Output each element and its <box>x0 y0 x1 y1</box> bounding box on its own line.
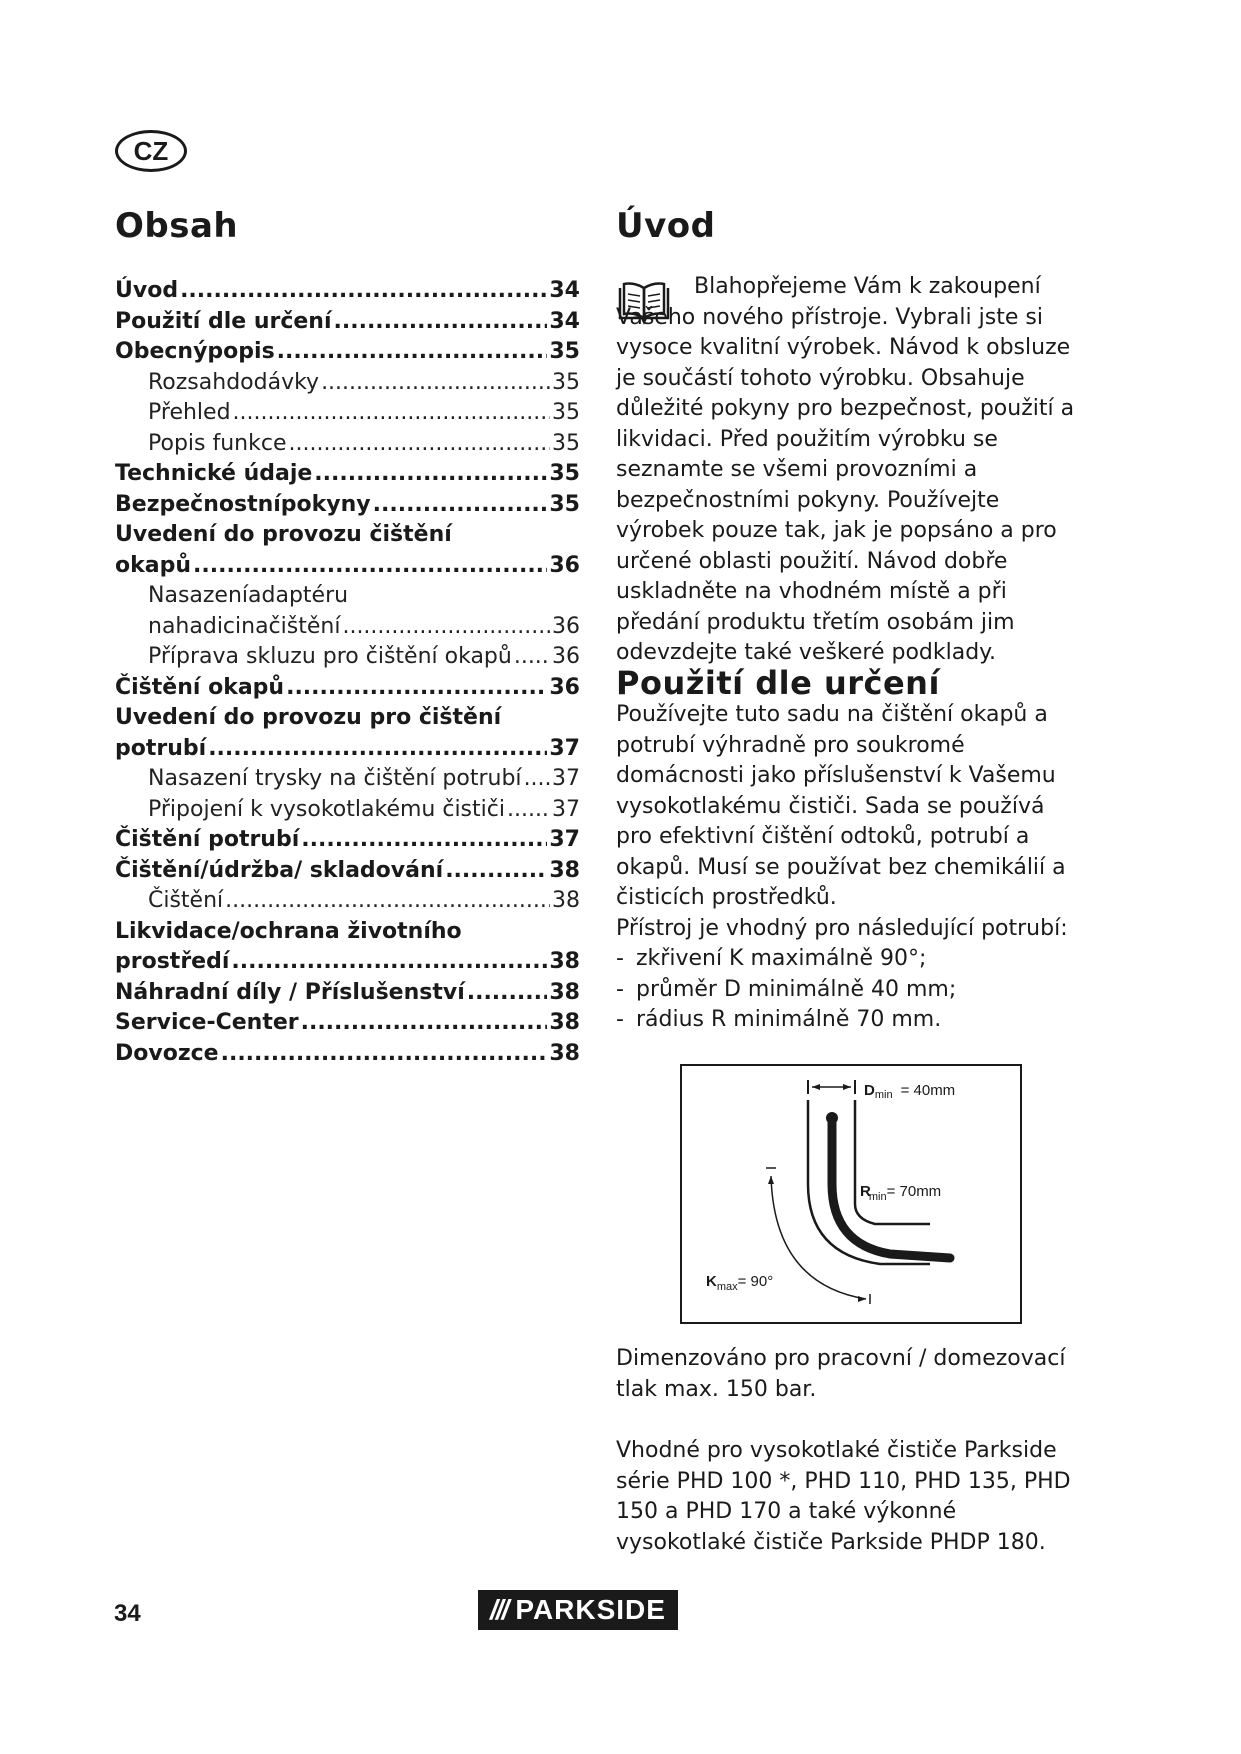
toc-leader-dots <box>286 673 547 704</box>
logo-slashes: /// <box>490 1594 508 1625</box>
toc-leader-dots <box>524 764 550 795</box>
toc-entry <box>115 551 580 582</box>
toc-entry-label: Připojení k vysokotlakému čističi <box>148 796 505 822</box>
toc-entry-page: 35 <box>552 430 580 456</box>
r-label: R <box>860 1183 871 1200</box>
toc-entry-page: 38 <box>549 949 580 974</box>
toc-entry <box>115 459 580 490</box>
toc-leader-dots <box>301 825 547 856</box>
toc-leader-dots <box>507 795 550 826</box>
toc-entry-label: Čištění okapů <box>115 674 285 700</box>
pipe-requirements-list <box>616 944 1086 1036</box>
toc-entry-label: Nasazení trysky na čištění potrubí <box>148 766 522 791</box>
toc-entry <box>115 337 580 368</box>
toc-entry-page: 34 <box>549 308 580 334</box>
intro-title: Úvod <box>616 206 716 246</box>
toc-entry <box>115 368 580 399</box>
toc-entry <box>115 673 580 704</box>
usage-paragraph: Používejte tuto sadu na čištění okapů a potrubí výhradně pro soukromé domácnosti jako příslušenství k Vašemu vysokotlakému čističi. Sada se používá pro efektivní čištění odtoků, potrubí a okapů. Musí se používat bez chemikálií a čisticích prostředků. <box>616 702 1066 910</box>
intro-paragraph: Blahopřejeme Vám k zakoupení Vašeho nového přístroje. Vybrali jste si vysoce kvalitní výrobek. Návod k obsluze je součástí tohoto výrobku. Obsahuje důležité pokyny pro bezpečnost, použití a likvidaci. Před použitím výrobku se seznamte se všemi provozními a bezpečnostními pokyny. Používejte výrobek pouze tak, jak je popsáno a pro určené oblasti použití. Návod dobře uskladněte na vhodném místě a při předání produktu třetím osobám jim odevzdejte také veškeré podklady. <box>616 274 1075 665</box>
toc-entry <box>115 856 580 887</box>
toc-title: Obsah <box>115 206 239 246</box>
toc-entry-label: Příprava skluzu pro čištění okapů <box>148 644 512 669</box>
toc-entry-page: 34 <box>549 278 580 303</box>
toc-entry-page: 36 <box>549 674 580 700</box>
toc-entry-page: 37 <box>549 827 580 852</box>
toc-entry <box>115 642 580 673</box>
toc-entry-label: Dovozce <box>115 1040 219 1066</box>
toc-leader-dots <box>514 642 550 673</box>
toc-entry-page: 38 <box>549 857 580 883</box>
toc-entry <box>115 978 580 1009</box>
toc-entry-label: Přehled <box>148 400 231 425</box>
toc-leader-dots <box>225 886 550 917</box>
toc-entry-label: Uvedení do provozu čištění <box>115 522 452 547</box>
toc-entry-page: 36 <box>552 613 580 639</box>
toc-entry <box>115 825 580 856</box>
toc-entry-page: 36 <box>549 552 580 578</box>
toc-entry-page: 35 <box>552 369 580 395</box>
toc-entry-label: Čištění/údržba/ skladování <box>115 857 444 883</box>
svg-text:Kmax= 90°: $K_{max}= 90^\circ$ <box>706 1273 774 1293</box>
list-item: - zkřivení K maximálně 90°; <box>616 944 1086 975</box>
toc-leader-dots <box>301 1008 548 1039</box>
toc-entry <box>115 490 580 521</box>
toc-entry <box>115 703 580 734</box>
toc-leader-dots <box>231 947 547 978</box>
toc-leader-dots <box>314 459 547 490</box>
toc-entry-page: 37 <box>552 766 580 791</box>
toc-leader-dots <box>208 734 547 765</box>
toc-leader-dots <box>334 307 548 338</box>
toc-entry <box>115 581 580 612</box>
svg-text:Rmin= 70mm: Rmin= 70mm <box>860 1183 942 1203</box>
d-label: D <box>864 1082 875 1099</box>
toc-entry-page: 35 <box>549 461 580 486</box>
toc-leader-dots <box>193 551 547 582</box>
toc-entry <box>115 307 580 338</box>
toc-entry-label: Obecnýpopis <box>115 339 275 364</box>
toc-entry <box>115 612 580 643</box>
svg-text:Dmin= 40mm: $D_{min} = 40mm$ <box>864 1082 956 1101</box>
toc-entry <box>115 520 580 551</box>
toc-leader-dots <box>221 1039 548 1070</box>
toc-entry-label: prostředí <box>115 949 230 974</box>
toc-entry-label: Úvod <box>115 278 179 303</box>
toc-entry-page: 38 <box>549 979 580 1005</box>
toc-entry-label: Čištění potrubí <box>115 827 300 852</box>
toc-entry-label: Service-Center <box>115 1010 299 1035</box>
pressure-paragraph: Dimenzováno pro pracovní / domezovací tlak max. 150 bar. <box>616 1346 1066 1402</box>
list-item: - rádius R minimálně 70 mm. <box>616 1005 1086 1036</box>
toc-entry-label: Náhradní díly / Příslušenství <box>115 979 465 1005</box>
logo-text: PARKSIDE <box>515 1594 666 1625</box>
toc-entry-label: Popis funkce <box>148 430 287 456</box>
list-item: - průměr D minimálně 40 mm; <box>616 975 1086 1006</box>
toc-entry <box>115 947 580 978</box>
toc-leader-dots <box>467 978 548 1009</box>
toc-entry-label: Rozsahdodávky <box>148 369 320 395</box>
toc-leader-dots <box>373 490 548 521</box>
toc-entry-page: 38 <box>549 1040 580 1066</box>
toc-leader-dots <box>445 856 547 887</box>
toc-entry-page: 35 <box>552 400 580 425</box>
toc-entry-page: 35 <box>549 491 580 517</box>
toc-entry-label: Nasazeníadaptéru <box>148 583 349 608</box>
toc-leader-dots <box>233 398 550 429</box>
toc-leader-dots <box>288 429 550 460</box>
toc-entry <box>115 1008 580 1039</box>
toc-leader-dots <box>321 368 550 399</box>
k-label: K <box>706 1273 717 1290</box>
toc-entry-page: 38 <box>552 888 580 913</box>
pipe-bend-diagram <box>680 1064 1022 1324</box>
toc-entry <box>115 734 580 765</box>
toc-entry <box>115 398 580 429</box>
toc-entry-page: 38 <box>549 1010 580 1035</box>
toc-entry-page: 36 <box>552 644 580 669</box>
toc-entry-label: nahadicinačištění <box>148 613 341 639</box>
compatible-series-paragraph: Vhodné pro vysokotlaké čističe Parkside série PHD 100 *, PHD 110, PHD 135, PHD 150 a PHD 170 a také výkonné vysokotlaké čističe Parkside PHDP 180. <box>616 1438 1071 1555</box>
toc-entry-page: 35 <box>549 339 580 364</box>
toc-entry <box>115 1039 580 1070</box>
table-of-contents <box>115 276 580 1069</box>
page-number: 34 <box>114 1600 141 1627</box>
language-badge: CZ <box>115 130 187 172</box>
toc-leader-dots <box>342 612 550 643</box>
toc-entry-page: 37 <box>552 796 580 822</box>
toc-entry <box>115 276 580 307</box>
toc-entry-label: Čištění <box>148 888 224 913</box>
toc-entry-label: Použití dle určení <box>115 308 332 334</box>
toc-leader-dots <box>180 276 547 307</box>
toc-entry-page: 37 <box>549 735 580 761</box>
toc-entry-label: okapů <box>115 552 192 578</box>
toc-entry-label: Technické údaje <box>115 461 313 486</box>
toc-entry-label: Uvedení do provozu pro čištění <box>115 705 502 730</box>
toc-entry <box>115 795 580 826</box>
toc-leader-dots <box>277 337 548 368</box>
toc-entry-label: Bezpečnostnípokyny <box>115 491 371 517</box>
suitable-intro: Přístroj je vhodný pro následující potrubí: <box>616 916 1068 941</box>
parkside-logo <box>478 1590 678 1630</box>
toc-entry <box>115 886 580 917</box>
toc-entry <box>115 917 580 948</box>
toc-entry <box>115 764 580 795</box>
toc-entry-label: Likvidace/ochrana životního <box>115 918 462 944</box>
toc-entry <box>115 429 580 460</box>
usage-title: Použití dle určení <box>616 664 940 702</box>
toc-entry-label: potrubí <box>115 735 207 761</box>
nozzle-tip <box>826 1112 838 1124</box>
